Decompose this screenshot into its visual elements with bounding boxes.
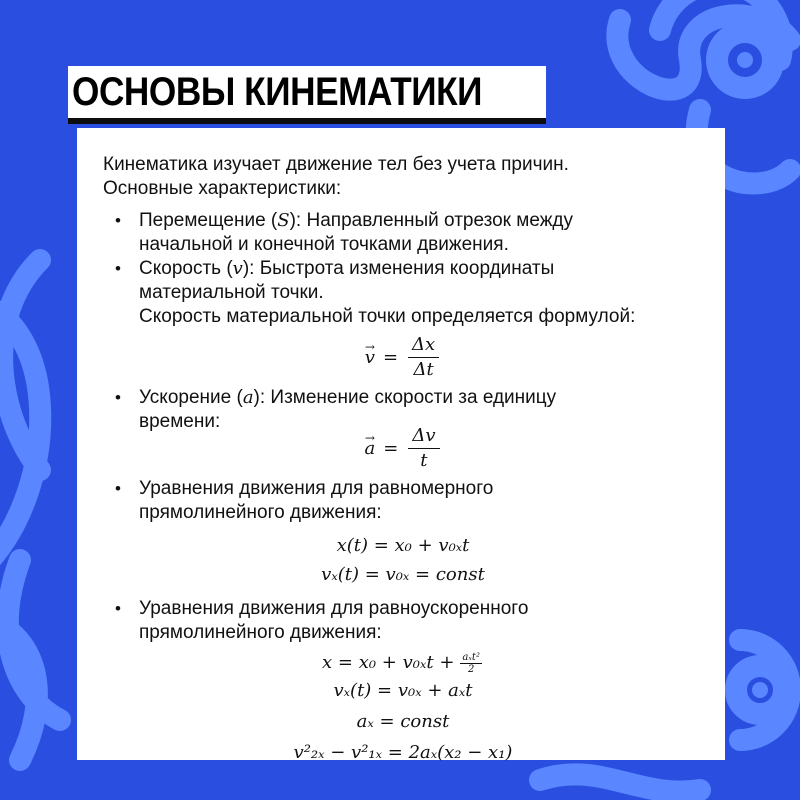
velocity-note: Скорость материальной точки определяется формулой: — [139, 306, 636, 327]
title-banner — [68, 66, 546, 118]
content-card — [77, 128, 725, 763]
uniform-line-2: прямолинейного движения: — [139, 502, 382, 523]
velocity-symbol: v — [232, 258, 243, 279]
bullet: • — [115, 259, 121, 278]
intro-line-1: Кинематика изучает движение тел без учета причин. — [103, 154, 569, 175]
acceleration-tail-2: времени: — [139, 411, 221, 432]
velocity-lead: Скорость ( — [139, 258, 233, 279]
decor-curve-bottom — [540, 774, 700, 791]
bullet: • — [115, 211, 121, 230]
acceleration-lead: Ускорение ( — [139, 387, 243, 408]
accelerated-line-1: Уравнения движения для равноускоренного — [139, 598, 529, 619]
uniform-line-1: Уравнения движения для равномерного — [139, 478, 494, 499]
displacement-symbol: S — [277, 210, 290, 231]
bullet: • — [115, 599, 121, 618]
list-item-uniform-motion — [103, 477, 703, 589]
displacement-lead: Перемещение ( — [139, 210, 278, 231]
velocity-formula-numerator: Δx — [408, 335, 439, 358]
accelerated-line-2: прямолинейного движения: — [139, 622, 382, 643]
intro-text — [103, 153, 703, 201]
list-item-acceleration — [103, 386, 703, 471]
intro-line-2: Основные характеристики: — [103, 178, 342, 199]
acceleration-formula-fraction — [408, 426, 439, 471]
list-item-displacement — [103, 209, 703, 257]
content-body — [103, 153, 703, 769]
velocity-formula-eq: = — [382, 346, 399, 368]
list-item-velocity — [103, 257, 703, 380]
velocity-formula-denominator: Δt — [413, 359, 434, 380]
acceleration-formula-eq: = — [383, 437, 399, 459]
accelerated-equation-1 — [103, 651, 703, 675]
displacement-tail-1: ): Направленный отрезок между — [289, 210, 573, 231]
acceleration-formula — [103, 426, 703, 471]
uniform-equation-2: vₓ(t) = v₀ₓ = const — [321, 564, 485, 585]
accelerated-equation-1-fraction — [460, 652, 482, 675]
decor-dot-top — [737, 52, 753, 68]
accelerated-equation-2: vₓ(t) = v₀ₓ + aₓt — [333, 680, 473, 701]
velocity-formula-lhs: → v — [365, 346, 375, 370]
velocity-tail-1: ): Быстрота изменения координаты — [242, 258, 555, 279]
acceleration-formula-lhs: → a — [365, 437, 376, 461]
decor-dot-bottom — [752, 682, 768, 698]
page-title: ОСНОВЫ КИНЕМАТИКИ — [72, 70, 483, 114]
velocity-formula — [103, 335, 703, 380]
displacement-tail-2: начальной и конечной точками движения. — [139, 234, 509, 255]
accelerated-equation-1-denominator: 2 — [468, 663, 475, 675]
accelerated-equation-4: v²₂ₓ − v²₁ₓ = 2aₓ(x₂ − x₁) — [293, 742, 513, 763]
list-item-accelerated-motion — [103, 597, 703, 769]
acceleration-tail-1: ): Изменение скорости за единицу — [253, 387, 557, 408]
acceleration-formula-denominator: t — [420, 450, 428, 471]
acceleration-formula-numerator: Δv — [408, 426, 439, 449]
velocity-formula-fraction — [408, 335, 439, 380]
velocity-tail-2: материальной точки. — [139, 282, 324, 303]
uniform-equation-1: x(t) = x₀ + v₀ₓt — [336, 535, 470, 556]
accelerated-equation-1-main: x = x₀ + v₀ₓt + — [322, 652, 455, 673]
bullet: • — [115, 388, 121, 407]
acceleration-symbol: a — [242, 387, 254, 408]
accelerated-equation-3: aₓ = const — [356, 711, 450, 732]
characteristics-list — [103, 209, 703, 769]
accelerated-equation-1-numerator: aₓt² — [462, 651, 480, 663]
bullet: • — [115, 479, 121, 498]
